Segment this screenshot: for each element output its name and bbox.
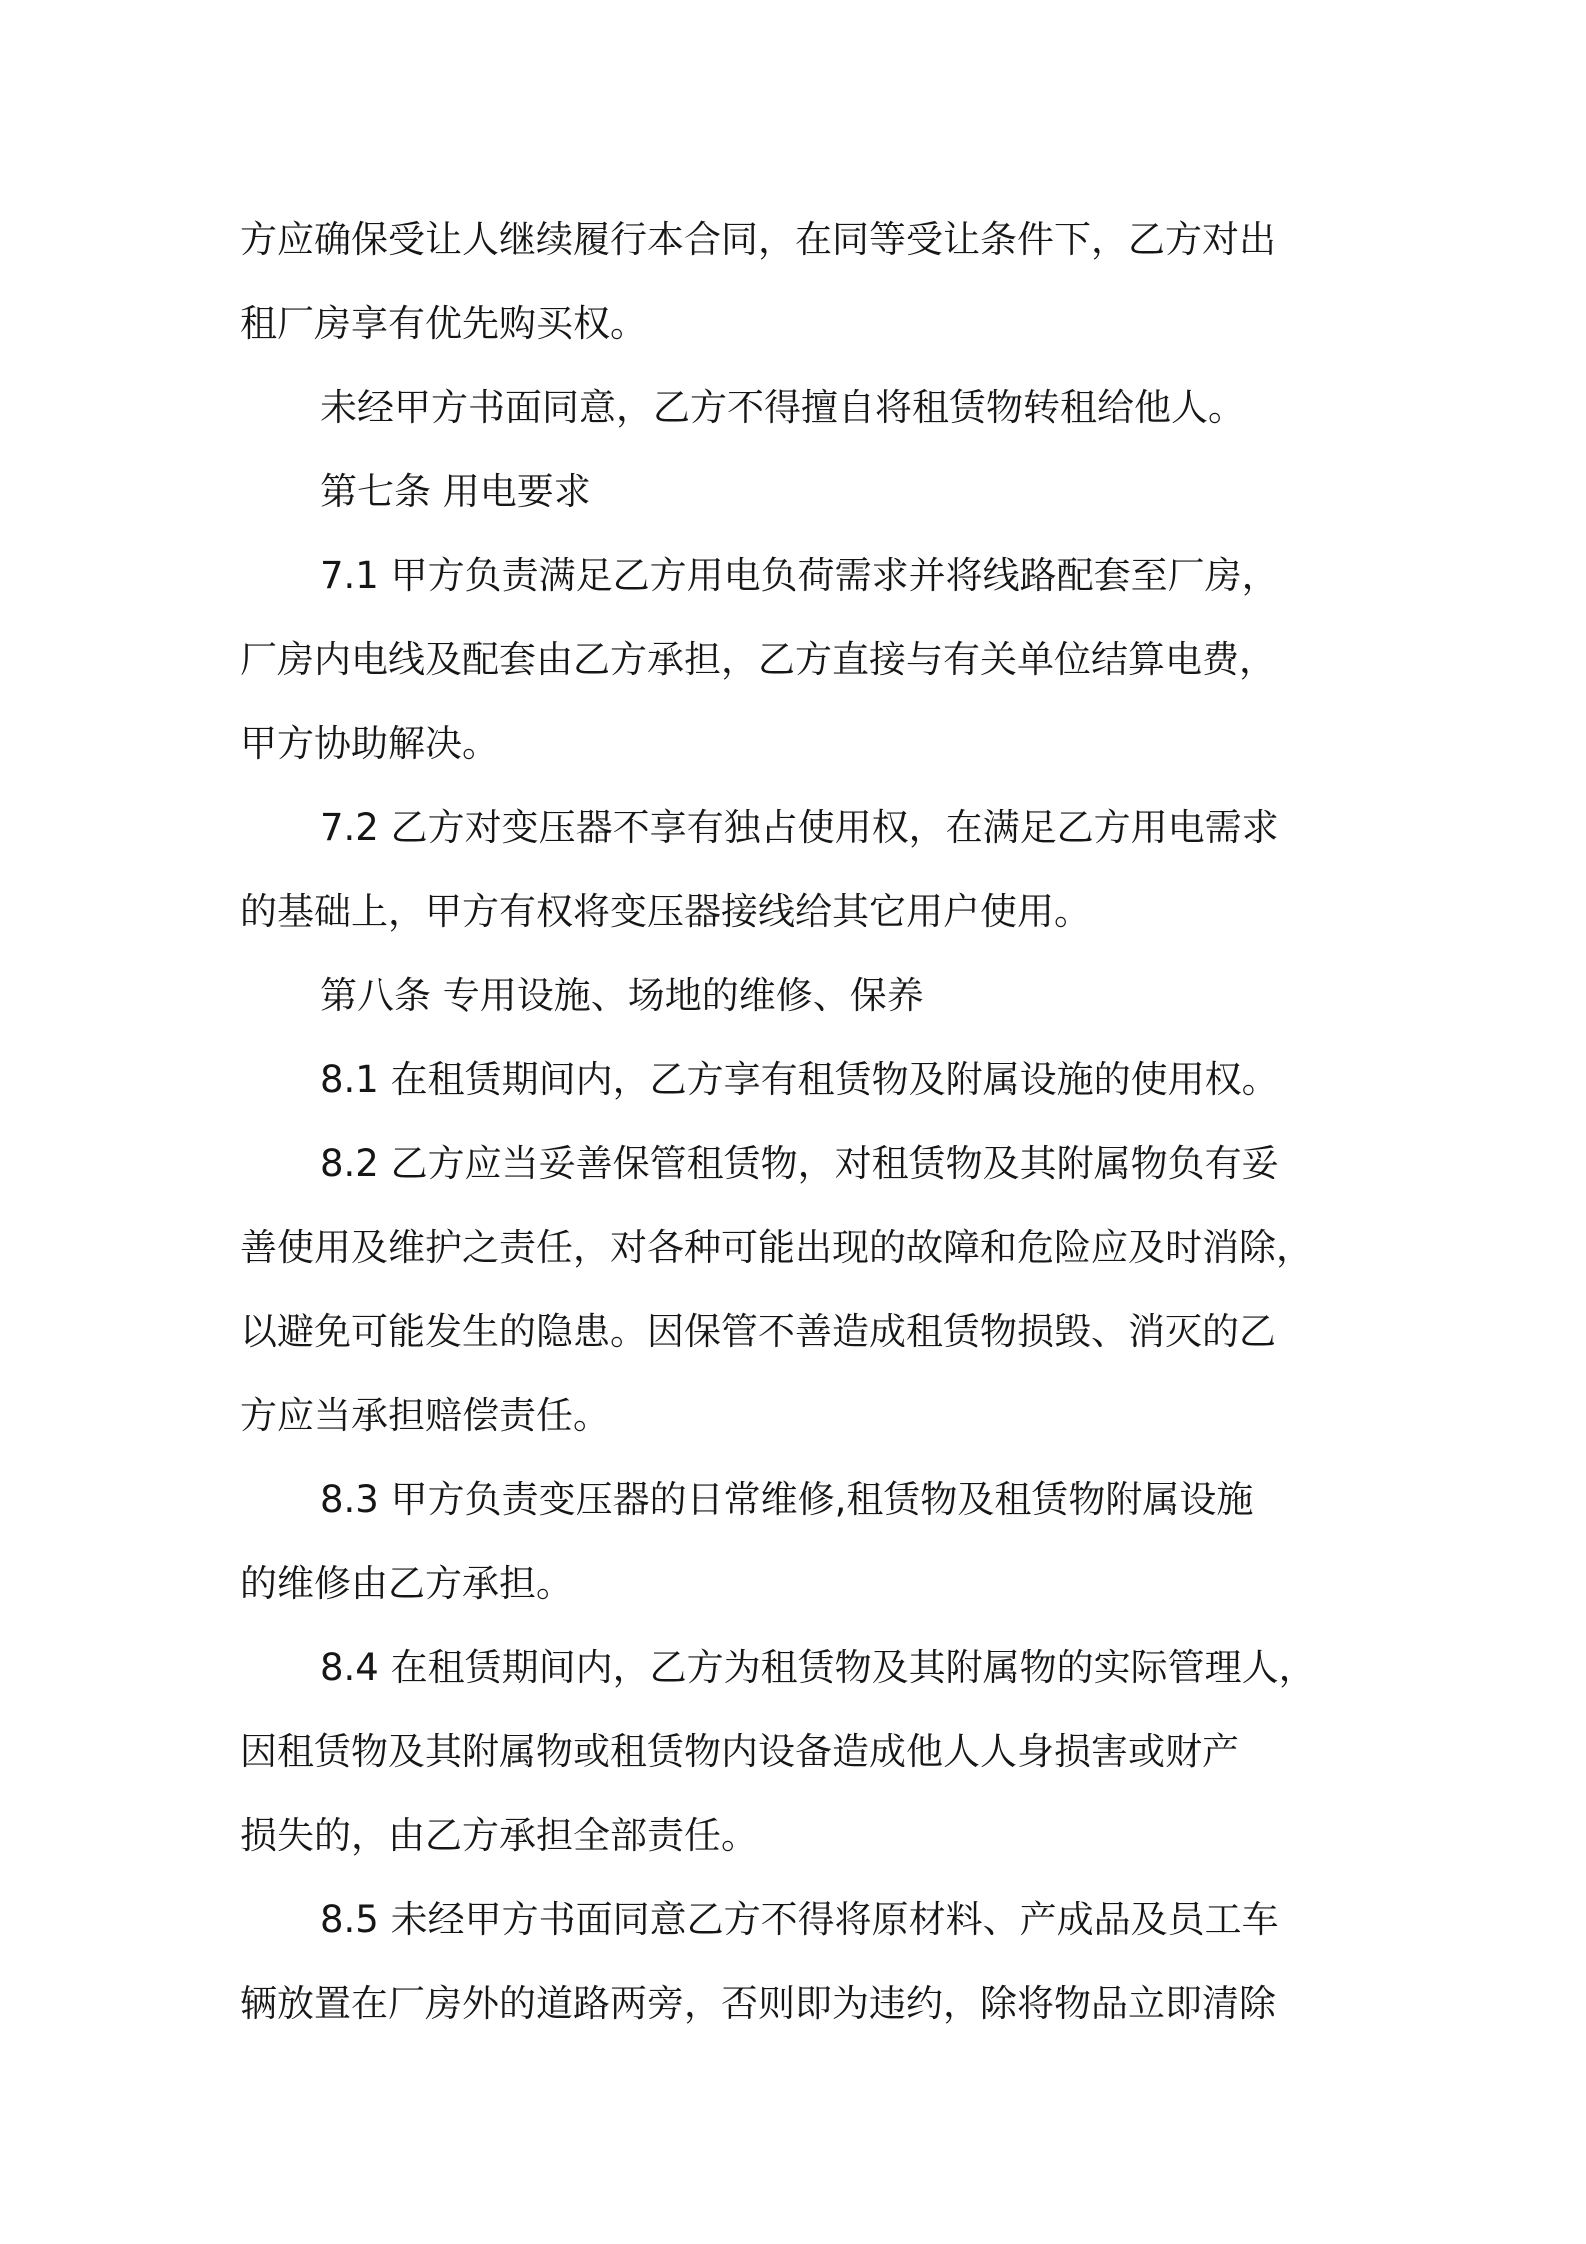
text-line: 辆放置在厂房外的道路两旁，否则即为违约，除将物品立即清除 xyxy=(240,1982,1276,2025)
text-line: 以避免可能发生的隐患。因保管不善造成租赁物损毁、消灭的乙 xyxy=(240,1310,1276,1353)
clause-8-5 xyxy=(240,1878,1360,2046)
clause-7-2 xyxy=(240,786,1360,954)
text-line: 因租赁物及其附属物或租赁物内设备造成他人人身损害或财产 xyxy=(240,1730,1239,1773)
paragraph-sublease-prohibition xyxy=(240,366,1360,450)
document-body xyxy=(240,198,1360,2046)
text-line: 8.2 乙方应当妥善保管租赁物，对租赁物及其附属物负有妥 xyxy=(320,1142,1279,1185)
text-line: 8.1 在租赁期间内，乙方享有租赁物及附属设施的使用权。 xyxy=(320,1058,1279,1101)
clause-7-1 xyxy=(240,534,1360,786)
text-line: 善使用及维护之责任，对各种可能出现的故障和危险应及时消除， xyxy=(240,1226,1313,1269)
heading-line: 第八条 专用设施、场地的维修、保养 xyxy=(320,974,924,1017)
text-line: 8.3 甲方负责变压器的日常维修,租赁物及租赁物附属设施 xyxy=(320,1478,1254,1521)
clause-8-2 xyxy=(240,1122,1360,1458)
text-line: 7.1 甲方负责满足乙方用电负荷需求并将线路配套至厂房， xyxy=(320,554,1279,597)
text-line: 7.2 乙方对变压器不享有独占使用权，在满足乙方用电需求 xyxy=(320,806,1279,849)
clause-8-4 xyxy=(240,1626,1360,1878)
article-8-heading xyxy=(240,954,1360,1038)
text-line: 甲方协助解决。 xyxy=(240,722,499,765)
clause-8-1 xyxy=(240,1038,1360,1122)
text-line: 8.4 在租赁期间内，乙方为租赁物及其附属物的实际管理人， xyxy=(320,1646,1316,1689)
text-line: 方应当承担赔偿责任。 xyxy=(240,1394,610,1437)
text-line: 损失的，由乙方承担全部责任。 xyxy=(240,1814,758,1857)
clause-8-3 xyxy=(240,1458,1360,1626)
heading-line: 第七条 用电要求 xyxy=(320,470,591,513)
text-line: 的基础上，甲方有权将变压器接线给其它用户使用。 xyxy=(240,890,1091,933)
text-line: 厂房内电线及配套由乙方承担，乙方直接与有关单位结算电费， xyxy=(240,638,1276,681)
text-line: 8.5 未经甲方书面同意乙方不得将原材料、产成品及员工车 xyxy=(320,1898,1279,1941)
text-line: 未经甲方书面同意，乙方不得擅自将租赁物转租给他人。 xyxy=(320,386,1245,429)
text-line: 方应确保受让人继续履行本合同，在同等受让条件下，乙方对出 xyxy=(240,218,1276,261)
article-7-heading xyxy=(240,450,1360,534)
paragraph-assignment-continuation xyxy=(240,198,1360,366)
text-line: 的维修由乙方承担。 xyxy=(240,1562,573,1605)
text-line: 租厂房享有优先购买权。 xyxy=(240,302,647,345)
